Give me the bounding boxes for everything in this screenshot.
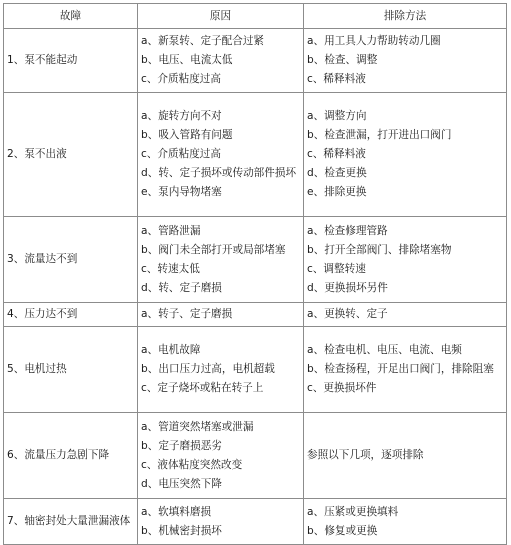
- remedy-item: c、稀释料液: [307, 148, 366, 160]
- table-row: [4, 93, 507, 217]
- remedy-item: a、压紧或更换填料: [307, 505, 399, 518]
- remedy-item: c、更换损坏件: [307, 382, 377, 394]
- remedy-item: b、修复或更换: [307, 524, 378, 537]
- remedy-item: d、更换损坏另件: [307, 281, 388, 294]
- cause-item: b、机械密封损坏: [141, 524, 222, 537]
- cause-item: a、管路泄漏: [141, 224, 201, 237]
- header-fault: 故障: [4, 4, 138, 29]
- remedy-item: b、检查扬程，开足出口阀门，排除阻塞: [307, 363, 494, 375]
- header-cause: 原因: [138, 4, 304, 29]
- cause-cell: [138, 303, 304, 327]
- fault-table: [3, 3, 507, 545]
- remedy-cell: [304, 217, 507, 303]
- cause-cell: [138, 499, 304, 545]
- cause-item: a、电机故障: [141, 344, 201, 356]
- cause-item: b、阀门未全部打开或局部堵塞: [141, 243, 286, 256]
- remedy-item: c、稀释料液: [307, 73, 366, 85]
- cause-cell: [138, 327, 304, 413]
- fault-cell: 6、流量压力急剧下降: [4, 413, 138, 499]
- cause-cell: [138, 93, 304, 217]
- cause-cell: [138, 29, 304, 93]
- table-row: [4, 29, 507, 93]
- table-row: [4, 303, 507, 327]
- cause-item: d、电压突然下降: [141, 477, 222, 490]
- table-row: [4, 413, 507, 499]
- table-row: [4, 499, 507, 545]
- table-row: [4, 217, 507, 303]
- remedy-item: b、打开全部阀门、排除堵塞物: [307, 243, 452, 256]
- cause-item: c、转速太低: [141, 262, 200, 275]
- remedy-item: a、检查电机、电压、电流、电频: [307, 344, 462, 356]
- remedy-item: b、检查泄漏，打开进出口阀门: [307, 129, 452, 141]
- cause-item: c、介质粘度过高: [141, 148, 221, 160]
- cause-item: a、旋转方向不对: [141, 110, 222, 122]
- remedy-cell: [304, 327, 507, 413]
- table-row: [4, 327, 507, 413]
- cause-item: a、新泵转、定子配合过紧: [141, 35, 265, 47]
- remedy-item: d、检查更换: [307, 167, 367, 179]
- table-body: [4, 29, 507, 545]
- header-row: [4, 4, 507, 29]
- cause-item: a、管道突然堵塞或泄漏: [141, 420, 254, 433]
- cause-item: d、转、定子损坏或传动部件损坏: [141, 167, 297, 179]
- remedy-item: a、更换转、定子: [307, 308, 388, 320]
- cause-item: a、转子、定子磨损: [141, 308, 233, 320]
- cause-item: b、电压、电流太低: [141, 54, 233, 66]
- remedy-item: 参照以下几项，逐项排除: [307, 449, 424, 461]
- cause-item: c、介质粘度过高: [141, 73, 221, 85]
- cause-item: e、泵内导物堵塞: [141, 186, 222, 198]
- fault-cell: 2、泵不出液: [4, 93, 138, 217]
- fault-cell: 3、流量达不到: [4, 217, 138, 303]
- remedy-item: c、调整转速: [307, 262, 366, 275]
- cause-item: d、转、定子磨损: [141, 281, 222, 294]
- remedy-item: b、检查、调整: [307, 54, 378, 66]
- cause-cell: [138, 413, 304, 499]
- header-remedy: 排除方法: [304, 4, 507, 29]
- remedy-cell: [304, 499, 507, 545]
- remedy-cell: [304, 413, 507, 499]
- cause-item: b、定子磨损恶劣: [141, 439, 222, 452]
- remedy-item: a、调整方向: [307, 110, 367, 122]
- remedy-item: a、检查修理管路: [307, 224, 388, 237]
- cause-item: c、定子烧坏或粘在转子上: [141, 382, 264, 394]
- remedy-item: e、排除更换: [307, 186, 367, 198]
- remedy-cell: [304, 303, 507, 327]
- fault-cell: 4、压力达不到: [4, 303, 138, 327]
- cause-item: c、液体粘度突然改变: [141, 458, 243, 471]
- cause-item: a、软填料磨损: [141, 505, 212, 518]
- cause-cell: [138, 217, 304, 303]
- remedy-cell: [304, 93, 507, 217]
- remedy-item: a、用工具人力帮助转动几圈: [307, 35, 441, 47]
- fault-cell: 7、轴密封处大量泄漏液体: [4, 499, 138, 545]
- cause-item: b、出口压力过高，电机超载: [141, 363, 275, 375]
- fault-cell: 1、泵不能起动: [4, 29, 138, 93]
- cause-item: b、吸入管路有问题: [141, 129, 233, 141]
- fault-cell: 5、电机过热: [4, 327, 138, 413]
- remedy-cell: [304, 29, 507, 93]
